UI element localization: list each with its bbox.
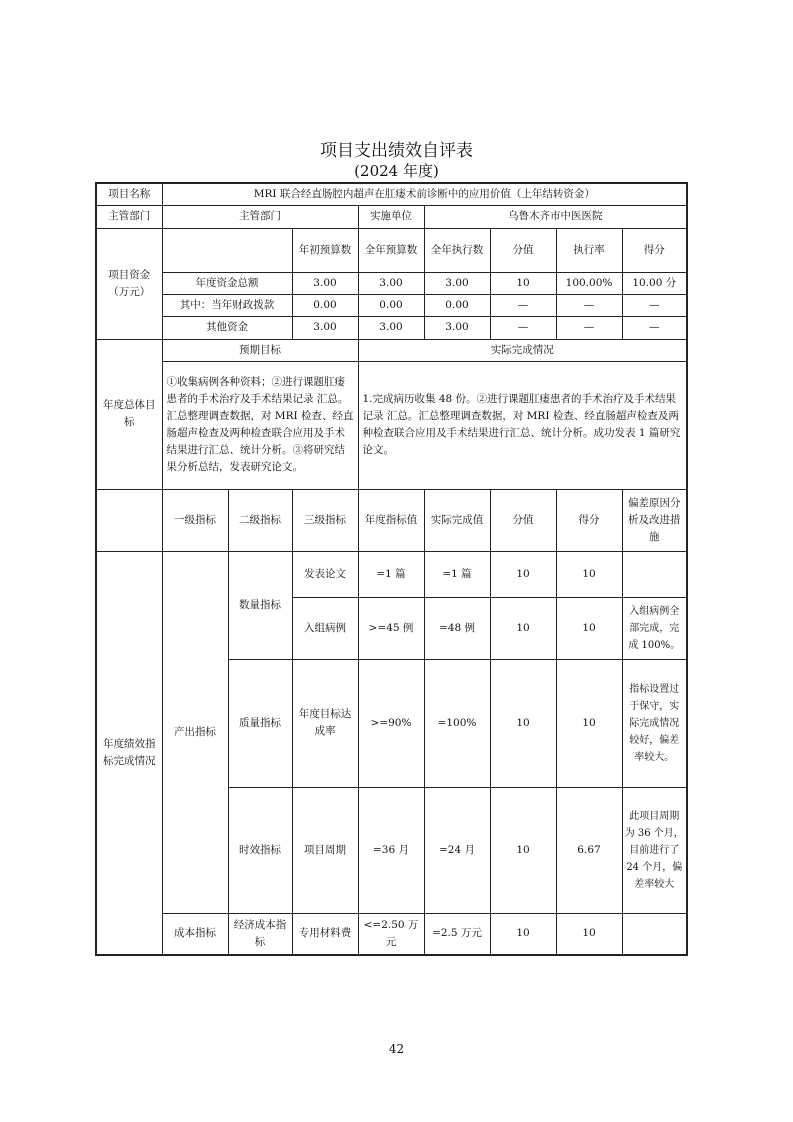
goals-label: 年度总体目标	[96, 339, 162, 489]
impl-value: 乌鲁木齐市中医医院	[424, 205, 687, 228]
funds-cell: —	[556, 294, 622, 316]
indicators-label: 年度绩效指标完成情况	[96, 551, 162, 955]
table-row	[96, 294, 687, 316]
impl-label: 实施单位	[358, 205, 424, 228]
level3-cell: 入组病例	[292, 597, 358, 659]
funds-header-initial: 年初预算数	[292, 228, 358, 272]
funds-row-label: 其中：当年财政拨款	[162, 294, 292, 316]
got-cell: 10	[556, 659, 622, 787]
funds-header-annual: 全年预算数	[358, 228, 424, 272]
level3-cell: 发表论文	[292, 551, 358, 597]
project-name-label: 项目名称	[96, 183, 162, 205]
target-cell: =36 月	[358, 787, 424, 913]
table-row	[96, 316, 687, 339]
funds-label: 项目资金（万元）	[96, 228, 162, 339]
actual-cell: =24 月	[424, 787, 490, 913]
got-cell: 10	[556, 551, 622, 597]
funds-header-executed: 全年执行数	[424, 228, 490, 272]
actual-text: 1.完成病历收集 48 份。②进行课题肛瘘患者的手术治疗及手术结果记录 汇总。汇总整理调查数据，对 MRI 检查、经直肠超声检查及两种检查联合应用及手术结果进行汇总、统计分析。成功发表 1 篇研究论文。	[358, 361, 687, 489]
report-year: (2024 年度)	[354, 162, 439, 180]
funds-row-label: 其他资金	[162, 316, 292, 339]
dept-label: 主管部门	[96, 205, 162, 228]
ind-header: 得分	[556, 489, 622, 551]
note-cell	[622, 551, 687, 597]
level2-econ: 经济成本指标	[228, 913, 292, 955]
funds-cell: 100.00%	[556, 272, 622, 294]
note-cell: 指标设置过于保守，实际完成情况较好，偏差率较大。	[622, 659, 687, 787]
score-cell: 10	[490, 659, 556, 787]
funds-cell: —	[490, 316, 556, 339]
score-cell: 10	[490, 913, 556, 955]
note-cell: 入组病例全部完成，完成 100%。	[622, 597, 687, 659]
target-cell: >=90%	[358, 659, 424, 787]
table-row	[96, 913, 687, 955]
target-cell: =1 篇	[358, 551, 424, 597]
funds-cell: 0.00	[292, 294, 358, 316]
actual-cell: =2.5 万元	[424, 913, 490, 955]
ind-header: 一级指标	[162, 489, 228, 551]
actual-header: 实际完成情况	[358, 339, 687, 361]
got-cell: 6.67	[556, 787, 622, 913]
performance-table	[95, 182, 688, 956]
level2-time: 时效指标	[228, 787, 292, 913]
funds-cell: 3.00	[424, 316, 490, 339]
page-title: 项目支出绩效自评表	[320, 141, 473, 161]
funds-cell: 10	[490, 272, 556, 294]
ind-header: 分值	[490, 489, 556, 551]
target-cell: <=2.50 万元	[358, 913, 424, 955]
funds-row-label: 年度资金总额	[162, 272, 292, 294]
table-row	[96, 272, 687, 294]
score-cell: 10	[490, 787, 556, 913]
actual-cell: =48 例	[424, 597, 490, 659]
funds-cell: 0.00	[424, 294, 490, 316]
page-number: 42	[388, 1042, 405, 1056]
level1-output: 产出指标	[162, 551, 228, 913]
ind-header: 实际完成值	[424, 489, 490, 551]
funds-cell: —	[490, 294, 556, 316]
expected-header: 预期目标	[162, 339, 358, 361]
level1-cost: 成本指标	[162, 913, 228, 955]
got-cell: 10	[556, 913, 622, 955]
funds-cell: 3.00	[292, 272, 358, 294]
ind-header: 年度指标值	[358, 489, 424, 551]
score-cell: 10	[490, 551, 556, 597]
ind-header: 偏差原因分析及改进措施	[622, 489, 687, 551]
level3-cell: 项目周期	[292, 787, 358, 913]
funds-cell: —	[622, 316, 687, 339]
got-cell: 10	[556, 597, 622, 659]
funds-cell: —	[622, 294, 687, 316]
dept-value: 主管部门	[162, 205, 358, 228]
score-cell: 10	[490, 597, 556, 659]
note-cell	[622, 913, 687, 955]
target-cell: >=45 例	[358, 597, 424, 659]
funds-cell: —	[556, 316, 622, 339]
funds-cell: 3.00	[292, 316, 358, 339]
project-name-value: MRI 联合经直肠腔内超声在肛瘘术前诊断中的应用价值（上年结转资金）	[162, 183, 687, 205]
level3-cell: 专用材料费	[292, 913, 358, 955]
ind-header: 二级指标	[228, 489, 292, 551]
funds-cell: 3.00	[424, 272, 490, 294]
level2-quantity: 数量指标	[228, 551, 292, 659]
funds-cell: 0.00	[358, 294, 424, 316]
actual-cell: =100%	[424, 659, 490, 787]
actual-cell: =1 篇	[424, 551, 490, 597]
funds-header-rate: 执行率	[556, 228, 622, 272]
ind-header: 三级指标	[292, 489, 358, 551]
funds-cell: 3.00	[358, 272, 424, 294]
funds-cell: 10.00 分	[622, 272, 687, 294]
level2-quality: 质量指标	[228, 659, 292, 787]
funds-header-got: 得分	[622, 228, 687, 272]
expected-text: ①收集病例各种资料；②进行课题肛瘘患者的手术治疗及手术结果记录 汇总。汇总整理调查数据，对 MRI 检查、经直肠超声检查及两种检查联合应用及手术结果进行汇总、统计分析。③将研究结果分析总结，发表研究论文。	[162, 361, 358, 489]
note-cell: 此项目周期为 36 个月，目前进行了 24 个月，偏差率较大	[622, 787, 687, 913]
level3-cell: 年度目标达成率	[292, 659, 358, 787]
funds-header-score: 分值	[490, 228, 556, 272]
funds-cell: 3.00	[358, 316, 424, 339]
table-row	[96, 551, 687, 597]
